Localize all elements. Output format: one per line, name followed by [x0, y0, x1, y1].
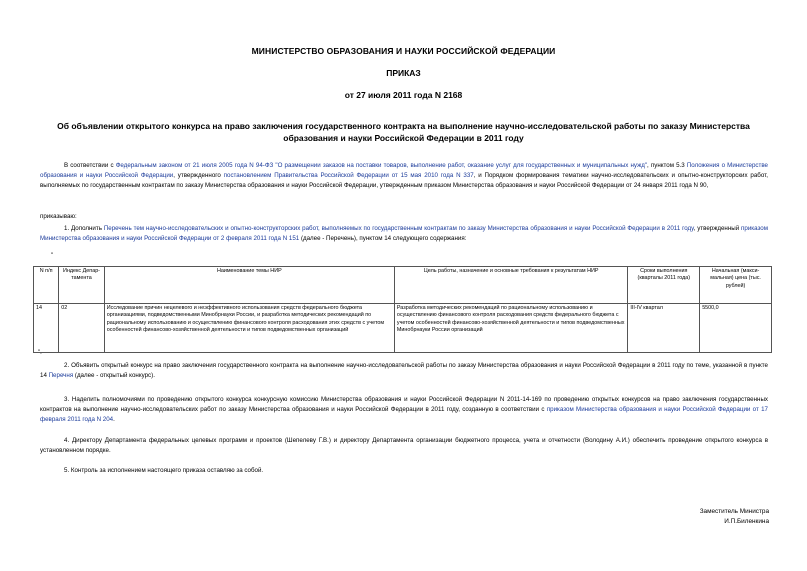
item-3-text-b: . — [113, 416, 115, 424]
item-4-paragraph: 4. Директору Департамента федеральных целевых программ и проектов (Шепелеву Г.В.) и директору Департамента организации бюджетного процесса, учета и отчетности (Володину А.И.) обеспечить проведение открытого конкурса в установленном порядке. — [40, 437, 768, 455]
order-title: Об объявлении открытого конкурса на право заключения государственного контракта на выполнение научно-исследовательской работы по заказу Министерства образования и науки Российской Федерации в 2011 году — [57, 121, 750, 143]
item-3-text-a: 3. Наделить полномочиями по проведению открытого конкурса конкурсную комиссию Министерства образования и науки Российской Федерации N 2011-14-169 по проведению открытых конкурсов на право заключения государственных контрактов на выполнение научно-исследовательских работ по заказу Министерства образования и науки Российской Федерации в 2011 году, созданную в соответствии с — [40, 396, 768, 414]
signatory-name: И.П.Биленкина — [724, 518, 769, 525]
preamble-paragraph — [40, 161, 768, 192]
order-151-link[interactable]: приказом Министерства образования и науки Российской Федерации от 2 февраля 2011 года N 151 — [40, 225, 768, 243]
order-heading: ПРИКАЗ — [386, 68, 421, 78]
cell-number: 14 — [34, 304, 59, 353]
table-row — [34, 304, 772, 353]
col-header-topic-name: Наименование темы НИР — [104, 267, 394, 304]
item-3-paragraph — [40, 395, 768, 426]
order-directive: приказываю: — [40, 213, 77, 220]
list-link[interactable]: Перечня — [48, 372, 74, 380]
government-decree-link[interactable]: постановлением Правительства Российской Федерации от 15 мая 2010 года N 337 — [223, 172, 474, 180]
item-1-text-c: (далее - Перечень), пунктом 14 следующего содержания: — [299, 235, 467, 243]
quote-close-mark: ". — [38, 350, 42, 356]
item-2-text-b: (далее - открытый конкурс). — [73, 372, 155, 380]
ministry-heading: МИНИСТЕРСТВО ОБРАЗОВАНИЯ И НАУКИ РОССИЙСКОЙ ФЕДЕРАЦИИ — [251, 46, 556, 56]
preamble-text-c: , утвержденного — [173, 172, 224, 180]
col-header-number: N п/п — [34, 267, 59, 304]
cell-department-index: 02 — [59, 304, 104, 353]
preamble-text-d: , и Порядком формирования тематики научно-исследовательских и опытно-конструкторских работ, выполняемых по государственным контрактам по заказу Министерства образования и науки Российской Федерации, утвержденным приказом Министерства образования и науки Российской Федерации от 24 января 2011 года N 90, — [40, 172, 768, 190]
federal-law-link[interactable]: Федеральным законом от 21 июля 2005 года N 94-ФЗ "О размещении заказов на поставки товаров, выполнение работ, оказание услуг для государственных и муниципальных нужд" — [115, 162, 648, 169]
item-1-text-b: , утвержденный — [693, 225, 742, 232]
col-header-deadline: Сроки выполнения (кварталы 2011 года) — [628, 267, 700, 304]
preamble-text-b: , пунктом 5.3 — [647, 162, 687, 169]
cell-goal: Разработка методических рекомендаций по рациональному использованию и осуществлению финансового контроля расходования средств федерального бюджета с учетом особенностей финансово-хозяйственной деятельности и типов подведомственных Минобрнауки России организаций — [394, 304, 628, 353]
cell-price: 5500,0 — [700, 304, 772, 353]
signatory-position: Заместитель Министра — [699, 508, 769, 515]
col-header-goal: Цель работы, назначение и основные требования к результатам НИР — [394, 267, 628, 304]
item-5-paragraph: 5. Контроль за исполнением настоящего приказа оставляю за собой. — [64, 467, 264, 474]
topic-list-link[interactable]: Перечень тем научно-исследовательских и опытно-конструкторских работ, выполняемых по государственным контрактам по заказу Министерства образования и науки Российской Федерации в 2011 году — [103, 225, 694, 232]
cell-topic-name: Исследование причин нецелевого и неэффективного использования средств федерального бюджета организациями, подведомственными Минобрнауки России, и разработка методических рекомендаций по рациональному использованию и осуществлению финансового контроля расходования этих средств с учетом особенностей финансово-хозяйственной деятельности и типов подведомственных организаций — [104, 304, 394, 353]
item-1-text-a: 1. Дополнить — [64, 225, 104, 232]
item-2-paragraph — [40, 361, 768, 381]
preamble-text-a: В соответствии с — [64, 162, 116, 169]
col-header-department-index: Индекс Депар-тамента — [59, 267, 104, 304]
ministry-regulation-link[interactable]: Положения о Министерстве образования и науки Российской Федерации — [40, 162, 768, 180]
nir-topic-table — [33, 266, 772, 353]
item-1-paragraph — [40, 224, 768, 244]
cell-deadline: III-IV квартал — [628, 304, 700, 353]
order-date: от 27 июля 2011 года N 2168 — [344, 90, 463, 100]
col-header-price: Начальная (макси-мальная) цена (тыс. рублей) — [700, 267, 772, 304]
item-2-text-a: 2. Объявить открытый конкурс на право заключения государственного контракта на выполнение научно-исследовательской работы по заказу Министерства образования и науки Российской Федерации в 2011 году по теме, указанной в пункте 14 — [40, 362, 768, 380]
order-204-link[interactable]: приказом Министерства образования и науки Российской Федерации от 17 февраля 2011 года N 204 — [40, 406, 768, 424]
table-header-row — [34, 267, 772, 304]
quote-open-mark: " — [51, 253, 54, 259]
